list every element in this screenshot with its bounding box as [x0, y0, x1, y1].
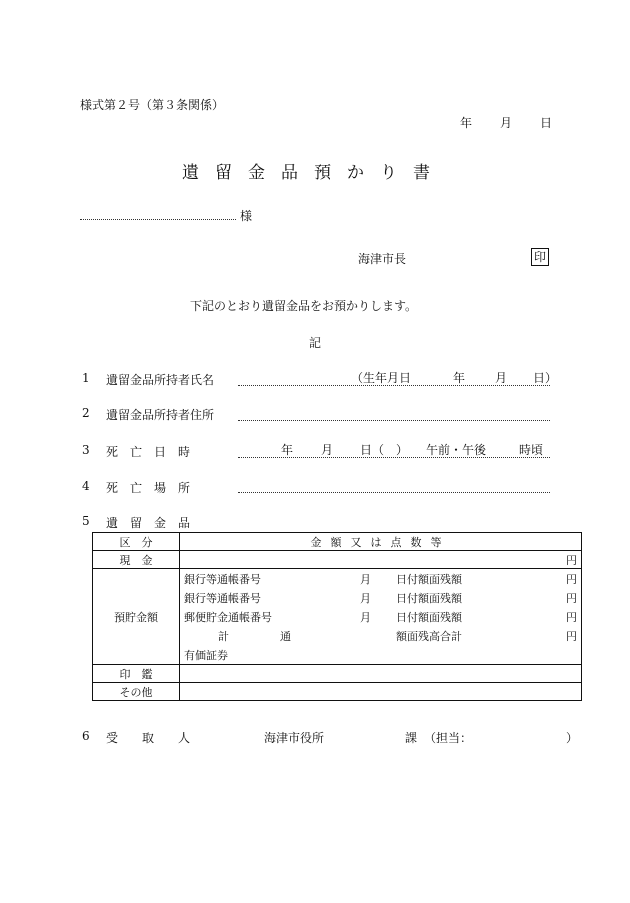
- total-label: 計: [218, 629, 229, 643]
- account-name: 銀行等通帳番号: [184, 572, 261, 586]
- cash-amount-cell[interactable]: [180, 551, 582, 569]
- death-time-label: 時頃: [519, 443, 544, 457]
- death-day-label: 日（ ）: [360, 443, 409, 457]
- date-day-label: 日: [540, 116, 553, 130]
- recipient-office: 海津市役所: [264, 731, 325, 745]
- deposit-line: [184, 569, 577, 588]
- deposit-line: [184, 588, 577, 607]
- birth-year-label: 年: [453, 371, 466, 385]
- yen-unit: 円: [566, 572, 577, 586]
- item-number: 6: [82, 729, 90, 743]
- item-number: 4: [82, 479, 90, 493]
- ki-heading: 記: [309, 336, 322, 350]
- item-number: 2: [82, 406, 90, 420]
- addressee-suffix: 様: [240, 209, 253, 223]
- item-number: 3: [82, 443, 90, 457]
- cash-row: [93, 551, 582, 569]
- birth-month-label: 月: [495, 371, 508, 385]
- balance-label: 日付額面残額: [396, 610, 462, 624]
- date-year-label: 年: [460, 116, 473, 130]
- yen-unit: 円: [566, 629, 577, 643]
- securities-line: [184, 645, 577, 664]
- addressee-field[interactable]: [80, 219, 236, 220]
- item-label: 死 亡 日 時: [106, 445, 191, 459]
- seal-label: 印 鑑: [93, 665, 180, 683]
- total-balance-label: 額面残高合計: [396, 629, 462, 643]
- death-ampm-label: 午前・午後: [426, 443, 487, 457]
- deposit-detail-cell[interactable]: [180, 569, 582, 665]
- other-cell[interactable]: [180, 683, 582, 701]
- document-title: 遺留金品預かり書: [182, 163, 446, 183]
- item-label: 受 取 人: [106, 731, 191, 745]
- recipient-contact-close: ）: [566, 731, 579, 745]
- item-number: 1: [82, 371, 90, 385]
- item-label: 遺留金品所持者住所: [106, 408, 215, 422]
- other-row: [93, 683, 582, 701]
- account-name: 郵便貯金通帳番号: [184, 610, 272, 624]
- belongings-table: [92, 532, 582, 701]
- intro-text: 下記のとおり遺留金品をお預かりします。: [190, 299, 418, 313]
- month-label: 月: [360, 591, 371, 605]
- death-year-label: 年: [281, 443, 294, 457]
- birth-label: （生年月日: [351, 371, 412, 385]
- owner-address-field[interactable]: [238, 420, 550, 421]
- month-label: 月: [360, 610, 371, 624]
- other-label: その他: [93, 683, 180, 701]
- deposit-total-line: [184, 626, 577, 645]
- recipient-contact-label: （担当：: [424, 731, 473, 745]
- deposit-row: [93, 569, 582, 665]
- item-label: 遺留金品所持者氏名: [106, 373, 215, 387]
- issuer-name: 海津市長: [358, 252, 407, 266]
- yen-unit: 円: [566, 591, 577, 605]
- date-month-label: 月: [500, 116, 513, 130]
- seal-cell[interactable]: [180, 665, 582, 683]
- item-number: 5: [82, 514, 90, 528]
- recipient-section: 課: [405, 731, 418, 745]
- yen-unit: 円: [566, 610, 577, 624]
- header-amount: 金額又は点数等: [180, 533, 582, 551]
- securities-label: 有価証券: [184, 648, 228, 662]
- deposit-label: 預貯金額: [93, 569, 180, 665]
- month-label: 月: [360, 572, 371, 586]
- seal-row: [93, 665, 582, 683]
- table-header-row: [93, 533, 582, 551]
- yen-unit: 円: [566, 553, 577, 567]
- issuer-seal: 印: [531, 248, 549, 266]
- account-name: 銀行等通帳番号: [184, 591, 261, 605]
- death-month-label: 月: [321, 443, 334, 457]
- balance-label: 日付額面残額: [396, 591, 462, 605]
- cash-label: 現 金: [93, 551, 180, 569]
- passbook-count-label: 通: [280, 629, 291, 643]
- deposit-line: [184, 607, 577, 626]
- form-number: 様式第２号（第３条関係）: [80, 98, 225, 112]
- birth-day-label: 日）: [533, 371, 558, 385]
- item-label: 死 亡 場 所: [106, 481, 191, 495]
- header-category: 区 分: [93, 533, 180, 551]
- death-place-field[interactable]: [238, 492, 550, 493]
- item-label: 遺 留 金 品: [106, 516, 191, 530]
- balance-label: 日付額面残額: [396, 572, 462, 586]
